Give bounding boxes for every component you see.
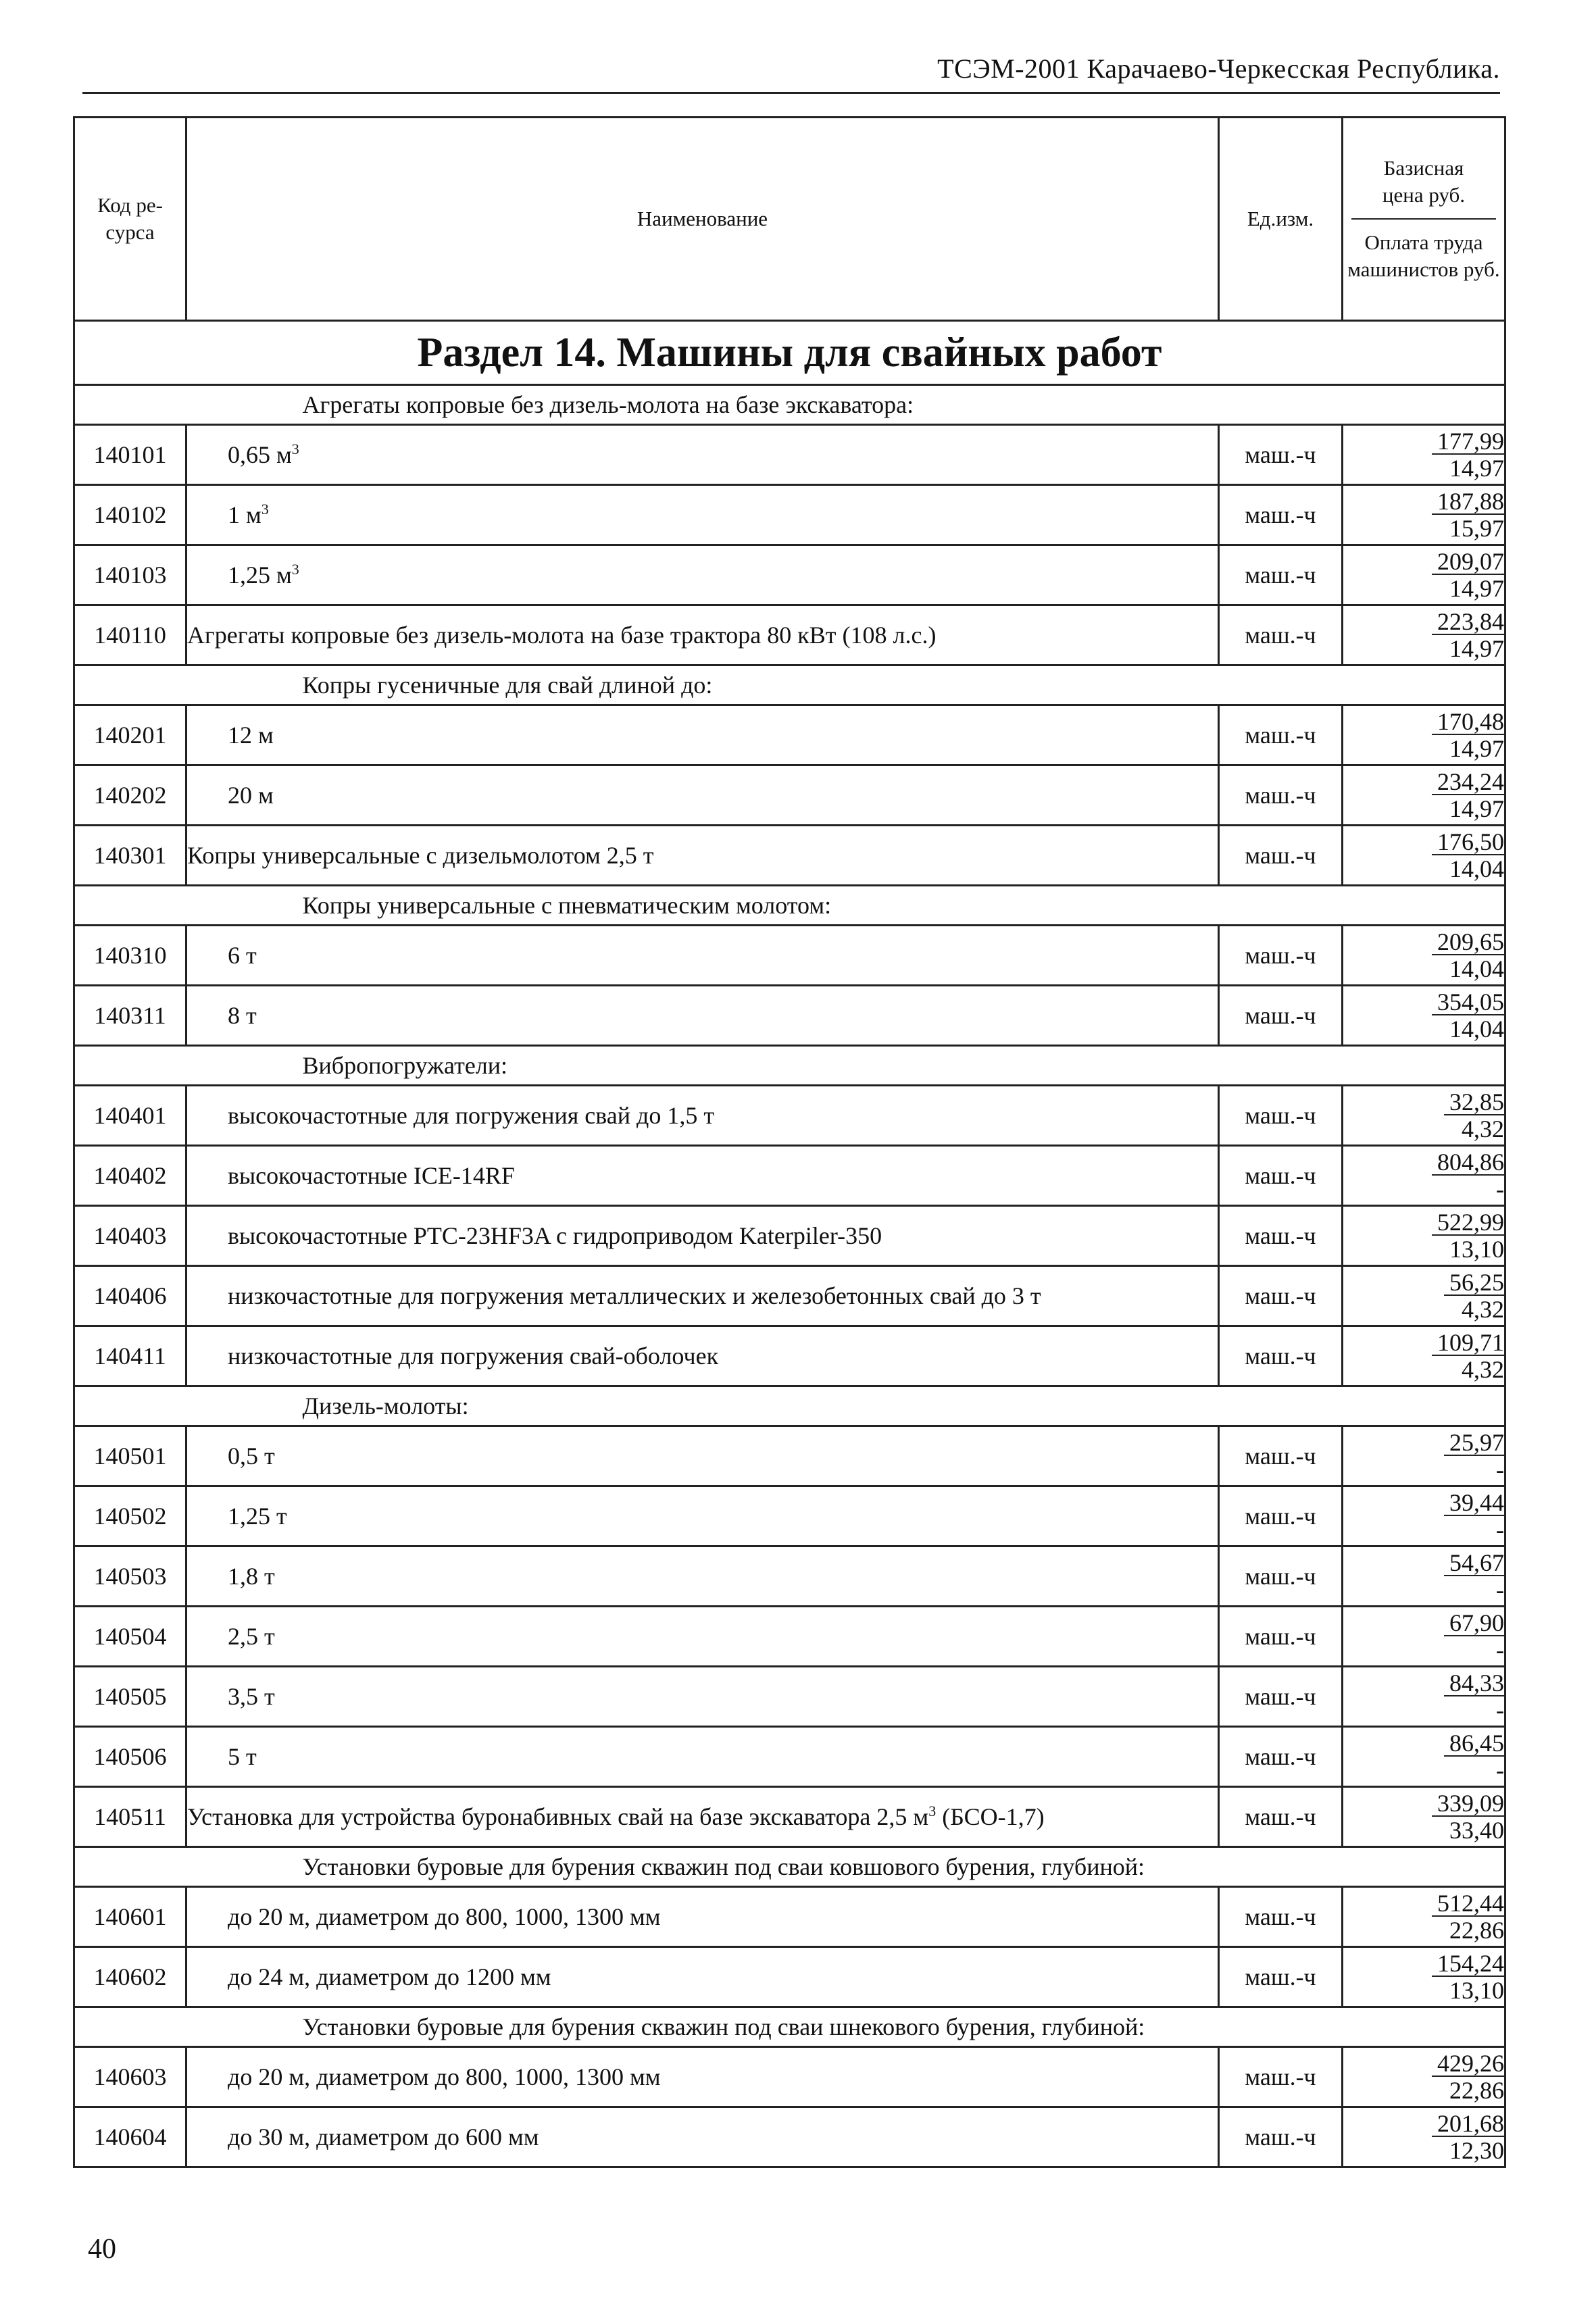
- base-price: 209,65: [1432, 930, 1504, 955]
- operator-wage: -: [1496, 1576, 1504, 1603]
- operator-wage: 15,97: [1449, 515, 1504, 542]
- resource-code: 140504: [74, 1607, 186, 1667]
- unit-of-measure: маш.-ч: [1219, 765, 1343, 826]
- column-header-name-label: Наименование: [637, 207, 768, 230]
- superscript-exponent: 3: [291, 561, 299, 578]
- base-price: 804,86: [1432, 1150, 1504, 1176]
- group-code-cell: [74, 385, 186, 425]
- group-code-cell: [74, 1847, 186, 1887]
- column-header-unit-label: Ед.изм.: [1247, 207, 1314, 230]
- operator-wage: 4,32: [1462, 1115, 1504, 1142]
- base-price: 209,07: [1432, 549, 1504, 575]
- operator-wage: 4,32: [1462, 1356, 1504, 1383]
- unit-of-measure: маш.-ч: [1219, 1146, 1343, 1206]
- resource-name-cell: [186, 1206, 1219, 1266]
- group-heading: Установки буровые для бурения скважин под сваи шнекового бурения, глубиной:: [186, 2007, 1505, 2047]
- base-price: 177,99: [1432, 429, 1504, 455]
- resource-code: 140301: [74, 826, 186, 886]
- unit-of-measure: маш.-ч: [1219, 2107, 1343, 2167]
- resource-name-cell: [186, 1727, 1219, 1787]
- table-row: [74, 1887, 1505, 1947]
- resource-name-cell: [186, 2107, 1219, 2167]
- operator-wage: 22,86: [1449, 2077, 1504, 2104]
- operator-wage: 14,04: [1449, 855, 1504, 882]
- operator-wage: 14,04: [1449, 955, 1504, 982]
- base-price: 32,85: [1444, 1090, 1504, 1115]
- operator-wage: -: [1496, 1636, 1504, 1663]
- unit-of-measure: маш.-ч: [1219, 1727, 1343, 1787]
- resource-name-cell: [186, 1667, 1219, 1727]
- price-cell: [1343, 986, 1505, 1046]
- unit-of-measure: маш.-ч: [1219, 485, 1343, 545]
- resource-name-cell: [186, 1887, 1219, 1947]
- resource-name-cell: [186, 1326, 1219, 1386]
- price-cell: [1343, 1787, 1505, 1847]
- resource-code: 140506: [74, 1727, 186, 1787]
- resource-code: 140604: [74, 2107, 186, 2167]
- table-row: [74, 1667, 1505, 1727]
- unit-of-measure: маш.-ч: [1219, 1086, 1343, 1146]
- group-heading-row: [74, 2007, 1505, 2047]
- operator-wage: -: [1496, 1757, 1504, 1784]
- resource-name: Агрегаты копровые без дизель-молота на базе трактора 80 кВт (108 л.с.): [187, 622, 937, 649]
- unit-of-measure: маш.-ч: [1219, 1607, 1343, 1667]
- operator-wage: 4,32: [1462, 1296, 1504, 1323]
- base-price: 67,90: [1444, 1611, 1504, 1636]
- resource-name-cell: [186, 1426, 1219, 1486]
- operator-wage: 22,86: [1449, 1917, 1504, 1944]
- price-cell: [1343, 1887, 1505, 1947]
- unit-of-measure: маш.-ч: [1219, 986, 1343, 1046]
- resource-code: 140602: [74, 1947, 186, 2007]
- resource-name: до 24 м, диаметром до 1200 мм: [228, 1963, 551, 1990]
- table-row: [74, 2047, 1505, 2107]
- resource-name-cell: [186, 926, 1219, 986]
- table-row: [74, 986, 1505, 1046]
- operator-wage: 13,10: [1449, 1236, 1504, 1263]
- base-price: 354,05: [1432, 990, 1504, 1015]
- group-code-cell: [74, 2007, 186, 2047]
- resource-name: высокочастотные PTC-23HF3A с гидроприводом Katerpiler-350: [228, 1222, 882, 1249]
- unit-of-measure: маш.-ч: [1219, 1426, 1343, 1486]
- group-heading: Копры гусеничные для свай длиной до:: [186, 665, 1505, 705]
- operator-wage: -: [1496, 1696, 1504, 1724]
- resource-code: 140603: [74, 2047, 186, 2107]
- resource-name: 8 т: [228, 1002, 257, 1029]
- column-header-code: [74, 118, 186, 321]
- base-price: 54,67: [1444, 1551, 1504, 1576]
- group-heading: Копры универсальные с пневматическим молотом:: [186, 886, 1505, 926]
- resource-name-cell: [186, 1146, 1219, 1206]
- resource-code: 140601: [74, 1887, 186, 1947]
- base-price: 109,71: [1432, 1330, 1504, 1356]
- base-price: 154,24: [1432, 1951, 1504, 1977]
- resource-name: 20 м: [228, 782, 274, 809]
- table-row: [74, 2107, 1505, 2167]
- group-heading-row: [74, 1847, 1505, 1887]
- price-cell: [1343, 1947, 1505, 2007]
- table-row: [74, 1086, 1505, 1146]
- page-number: 40: [88, 2234, 116, 2265]
- resource-name: 1,8 т: [228, 1563, 275, 1590]
- resource-price-table: [73, 116, 1506, 2168]
- group-code-cell: [74, 1046, 186, 1086]
- column-header-base-price: Базисная цена руб.: [1351, 155, 1496, 220]
- base-price: 234,24: [1432, 770, 1504, 795]
- column-header-price: [1343, 118, 1505, 321]
- base-price: 429,26: [1432, 2051, 1504, 2077]
- base-price: 170,48: [1432, 709, 1504, 735]
- header-divider: [82, 92, 1500, 94]
- resource-name: низкочастотные для погружения металлических и железобетонных свай до 3 т: [228, 1282, 1041, 1309]
- resource-code: 140402: [74, 1146, 186, 1206]
- group-heading: Агрегаты копровые без дизель-молота на базе экскаватора:: [186, 385, 1505, 425]
- group-code-cell: [74, 886, 186, 926]
- table-row: [74, 1727, 1505, 1787]
- resource-code: 140311: [74, 986, 186, 1046]
- resource-code: 140501: [74, 1426, 186, 1486]
- resource-code: 140403: [74, 1206, 186, 1266]
- base-price: 84,33: [1444, 1671, 1504, 1696]
- resource-name-cell: [186, 545, 1219, 605]
- base-price: 56,25: [1444, 1270, 1504, 1296]
- resource-name: 1,25 м: [228, 561, 292, 588]
- unit-of-measure: маш.-ч: [1219, 1486, 1343, 1546]
- table-row: [74, 1787, 1505, 1847]
- table-row: [74, 605, 1505, 665]
- resource-name: до 20 м, диаметром до 800, 1000, 1300 мм: [228, 2063, 661, 2090]
- price-cell: [1343, 1326, 1505, 1386]
- operator-wage: 14,97: [1449, 575, 1504, 602]
- unit-of-measure: маш.-ч: [1219, 1546, 1343, 1607]
- operator-wage: -: [1496, 1516, 1504, 1543]
- resource-code: 140505: [74, 1667, 186, 1727]
- operator-wage: 33,40: [1449, 1817, 1504, 1844]
- unit-of-measure: маш.-ч: [1219, 1266, 1343, 1326]
- price-cell: [1343, 2107, 1505, 2167]
- base-price: 201,68: [1432, 2111, 1504, 2137]
- operator-wage: 13,10: [1449, 1977, 1504, 2004]
- price-cell: [1343, 705, 1505, 765]
- table-row: [74, 1486, 1505, 1546]
- document-header-title: ТСЭМ-2001 Карачаево-Черкесская Республика.: [937, 53, 1500, 84]
- group-heading-row: [74, 665, 1505, 705]
- operator-wage: 14,97: [1449, 795, 1504, 822]
- resource-name-cell: [186, 826, 1219, 886]
- price-cell: [1343, 1667, 1505, 1727]
- price-cell: [1343, 2047, 1505, 2107]
- resource-code: 140201: [74, 705, 186, 765]
- table-row: [74, 1546, 1505, 1607]
- table-row: [74, 1206, 1505, 1266]
- superscript-exponent: 3: [928, 1803, 937, 1819]
- operator-wage: 14,97: [1449, 635, 1504, 662]
- price-cell: [1343, 1146, 1505, 1206]
- group-heading: Вибропогружатели:: [186, 1046, 1505, 1086]
- price-cell: [1343, 425, 1505, 485]
- unit-of-measure: маш.-ч: [1219, 1206, 1343, 1266]
- resource-code: 140406: [74, 1266, 186, 1326]
- unit-of-measure: маш.-ч: [1219, 705, 1343, 765]
- resource-name: 12 м: [228, 722, 274, 749]
- table-row: [74, 1146, 1505, 1206]
- resource-code: 140101: [74, 425, 186, 485]
- column-header-unit: [1219, 118, 1343, 321]
- base-price: 339,09: [1432, 1791, 1504, 1817]
- resource-name-cell: [186, 1546, 1219, 1607]
- operator-wage: 12,30: [1449, 2137, 1504, 2164]
- resource-name-cell: [186, 705, 1219, 765]
- table-row: [74, 765, 1505, 826]
- resource-code: 140110: [74, 605, 186, 665]
- price-cell: [1343, 545, 1505, 605]
- price-cell: [1343, 1727, 1505, 1787]
- superscript-exponent: 3: [291, 441, 299, 457]
- resource-name: 0,5 т: [228, 1442, 275, 1469]
- resource-name-cell: [186, 1607, 1219, 1667]
- group-code-cell: [74, 1386, 186, 1426]
- price-cell: [1343, 765, 1505, 826]
- operator-wage: -: [1496, 1176, 1504, 1203]
- table-row: [74, 1326, 1505, 1386]
- column-header-operator-wage: Оплата труда машинистов руб.: [1347, 230, 1500, 281]
- resource-name: 3,5 т: [228, 1683, 275, 1710]
- table-row: [74, 926, 1505, 986]
- unit-of-measure: маш.-ч: [1219, 1947, 1343, 2007]
- unit-of-measure: маш.-ч: [1219, 545, 1343, 605]
- table-row: [74, 1947, 1505, 2007]
- resource-code: 140202: [74, 765, 186, 826]
- resource-name-cell: [186, 605, 1219, 665]
- base-price: 512,44: [1432, 1891, 1504, 1917]
- unit-of-measure: маш.-ч: [1219, 1667, 1343, 1727]
- resource-name-cell: [186, 425, 1219, 485]
- price-cell: [1343, 1266, 1505, 1326]
- unit-of-measure: маш.-ч: [1219, 926, 1343, 986]
- price-cell: [1343, 826, 1505, 886]
- resource-name: 1,25 т: [228, 1503, 287, 1530]
- base-price: 39,44: [1444, 1490, 1504, 1516]
- table-row: [74, 705, 1505, 765]
- resource-name-cell: [186, 1086, 1219, 1146]
- resource-code: 140310: [74, 926, 186, 986]
- group-heading: Установки буровые для бурения скважин под сваи ковшового бурения, глубиной:: [186, 1847, 1505, 1887]
- base-price: 522,99: [1432, 1210, 1504, 1236]
- operator-wage: -: [1496, 1456, 1504, 1483]
- section-title: Раздел 14. Машины для свайных работ: [74, 321, 1505, 385]
- base-price: 223,84: [1432, 609, 1504, 635]
- resource-name-cell: [186, 1947, 1219, 2007]
- resource-name: Установка для устройства буронабивных свай на базе экскаватора 2,5 м: [187, 1803, 929, 1830]
- resource-code: 140103: [74, 545, 186, 605]
- unit-of-measure: маш.-ч: [1219, 425, 1343, 485]
- resource-name: высокочастотные ICE-14RF: [228, 1162, 515, 1189]
- base-price: 86,45: [1444, 1731, 1504, 1757]
- table-row: [74, 1266, 1505, 1326]
- column-header-code-label: Код ре- сурса: [97, 193, 163, 244]
- operator-wage: 14,97: [1449, 735, 1504, 762]
- unit-of-measure: маш.-ч: [1219, 2047, 1343, 2107]
- unit-of-measure: маш.-ч: [1219, 1787, 1343, 1847]
- resource-name: до 20 м, диаметром до 800, 1000, 1300 мм: [228, 1903, 661, 1930]
- resource-name: 0,65 м: [228, 441, 292, 468]
- resource-name-cell: [186, 765, 1219, 826]
- price-cell: [1343, 605, 1505, 665]
- table-row: [74, 826, 1505, 886]
- column-header-name: [186, 118, 1219, 321]
- price-cell: [1343, 926, 1505, 986]
- operator-wage: 14,04: [1449, 1015, 1504, 1042]
- resource-name-suffix: (БСО-1,7): [936, 1803, 1045, 1830]
- group-heading-row: [74, 886, 1505, 926]
- base-price: 176,50: [1432, 830, 1504, 855]
- resource-code: 140411: [74, 1326, 186, 1386]
- resource-name-cell: [186, 1787, 1219, 1847]
- resource-name-cell: [186, 485, 1219, 545]
- resource-name: 1 м: [228, 501, 261, 528]
- resource-code: 140401: [74, 1086, 186, 1146]
- price-cell: [1343, 485, 1505, 545]
- price-cell: [1343, 1086, 1505, 1146]
- table-row: [74, 1607, 1505, 1667]
- resource-code: 140511: [74, 1787, 186, 1847]
- resource-code: 140102: [74, 485, 186, 545]
- unit-of-measure: маш.-ч: [1219, 605, 1343, 665]
- table-row: [74, 545, 1505, 605]
- table-row: [74, 425, 1505, 485]
- section-title-row: [74, 321, 1505, 385]
- price-cell: [1343, 1486, 1505, 1546]
- resource-name: высокочастотные для погружения свай до 1,5 т: [228, 1102, 715, 1129]
- resource-name-cell: [186, 2047, 1219, 2107]
- group-heading: Дизель-молоты:: [186, 1386, 1505, 1426]
- unit-of-measure: маш.-ч: [1219, 1326, 1343, 1386]
- resource-name-cell: [186, 1486, 1219, 1546]
- resource-name: до 30 м, диаметром до 600 мм: [228, 2123, 539, 2150]
- group-heading-row: [74, 1386, 1505, 1426]
- group-heading-row: [74, 1046, 1505, 1086]
- resource-name: низкочастотные для погружения свай-оболочек: [228, 1342, 719, 1369]
- resource-code: 140502: [74, 1486, 186, 1546]
- resource-name: 6 т: [228, 942, 257, 969]
- resource-code: 140503: [74, 1546, 186, 1607]
- resource-name: 2,5 т: [228, 1623, 275, 1650]
- table-header-row: [74, 118, 1505, 321]
- table-row: [74, 485, 1505, 545]
- unit-of-measure: маш.-ч: [1219, 826, 1343, 886]
- operator-wage: 14,97: [1449, 455, 1504, 482]
- price-cell: [1343, 1607, 1505, 1667]
- price-cell: [1343, 1546, 1505, 1607]
- price-cell: [1343, 1426, 1505, 1486]
- table-row: [74, 1426, 1505, 1486]
- resource-name-cell: [186, 1266, 1219, 1326]
- resource-name: Копры универсальные с дизельмолотом 2,5 т: [187, 842, 654, 869]
- superscript-exponent: 3: [261, 501, 269, 518]
- resource-name: 5 т: [228, 1743, 257, 1770]
- base-price: 25,97: [1444, 1430, 1504, 1456]
- price-cell: [1343, 1206, 1505, 1266]
- group-code-cell: [74, 665, 186, 705]
- unit-of-measure: маш.-ч: [1219, 1887, 1343, 1947]
- group-heading-row: [74, 385, 1505, 425]
- base-price: 187,88: [1432, 489, 1504, 515]
- resource-name-cell: [186, 986, 1219, 1046]
